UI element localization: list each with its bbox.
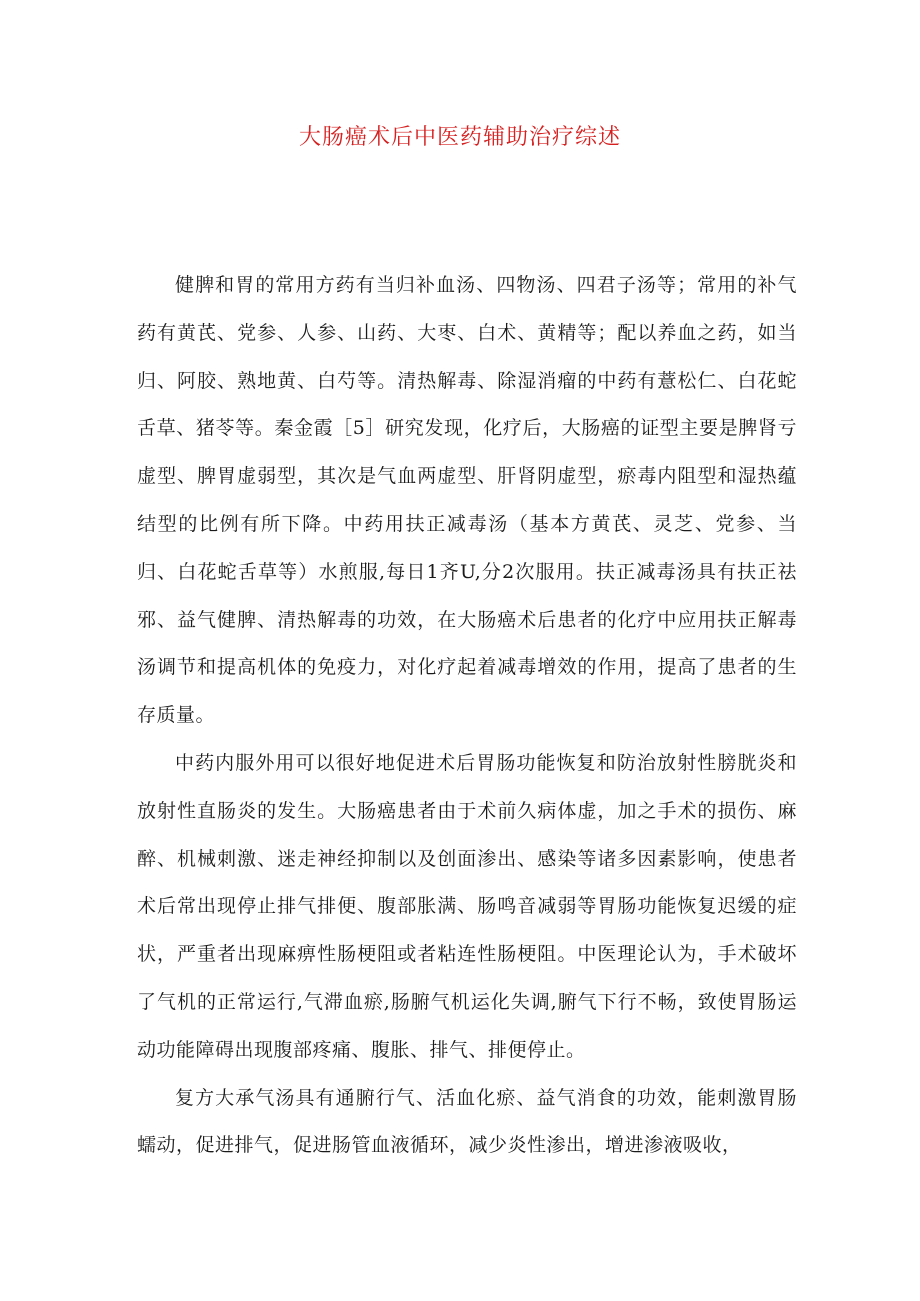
document-title: 大肠癌术后中医药辅助治疗综述	[298, 125, 621, 150]
document-body	[137, 262, 797, 1170]
paragraph: 中药内服外用可以很好地促进术后胃肠功能恢复和防治放射性膀胱炎和放射性直肠炎的发生。大肠癌患者由于术前久病体虚，加之手术的损伤、麻醉、机械刺激、迷走神经抑制以及创面渗出、感染等诸多因素影响，使患者术后常出现停止排气排便、腹部胀满、肠鸣音减弱等胃肠功能恢复迟缓的症状，严重者出现麻痹性肠梗阻或者粘连性肠梗阻。中医理论认为，手术破坏了气机的正常运行,气滞血瘀,肠腑气机运化失调,腑气下行不畅，致使胃肠运动功能障碍出现腹部疼痛、腹胀、排气、排便停止。	[137, 751, 797, 1061]
paragraph: 复方大承气汤具有通腑行气、活血化瘀、益气消食的功效，能刺激胃肠蠕动，促进排气，促进肠管血液循环，减少炎性渗出，增进渗液吸收，	[137, 1086, 797, 1157]
paragraph: 健脾和胃的常用方药有当归补血汤、四物汤、四君子汤等；常用的补气药有黄芪、党参、人参、山药、大枣、白术、黄精等；配以养血之药，如当归、阿胶、熟地黄、白芍等。清热解毒、除湿消瘤的中药有薏松仁、白花蛇舌草、猪苓等。秦金霞［5］研究发现，化疗后，大肠癌的证型主要是脾肾亏虚型、脾胃虚弱型，其次是气血两虚型、肝肾阴虚型，瘀毒内阻型和湿热蕴结型的比例有所下降。中药用扶正减毒汤（基本方黄芪、灵芝、党参、当归、白花蛇舌草等）水煎服,每日1齐U,分2次服用。扶正减毒汤具有扶正祛邪、益气健脾、清热解毒的功效，在大肠癌术后患者的化疗中应用扶正解毒汤调节和提高机体的免疫力，对化疗起着减毒增效的作用，提高了患者的生存质量。	[137, 274, 797, 727]
